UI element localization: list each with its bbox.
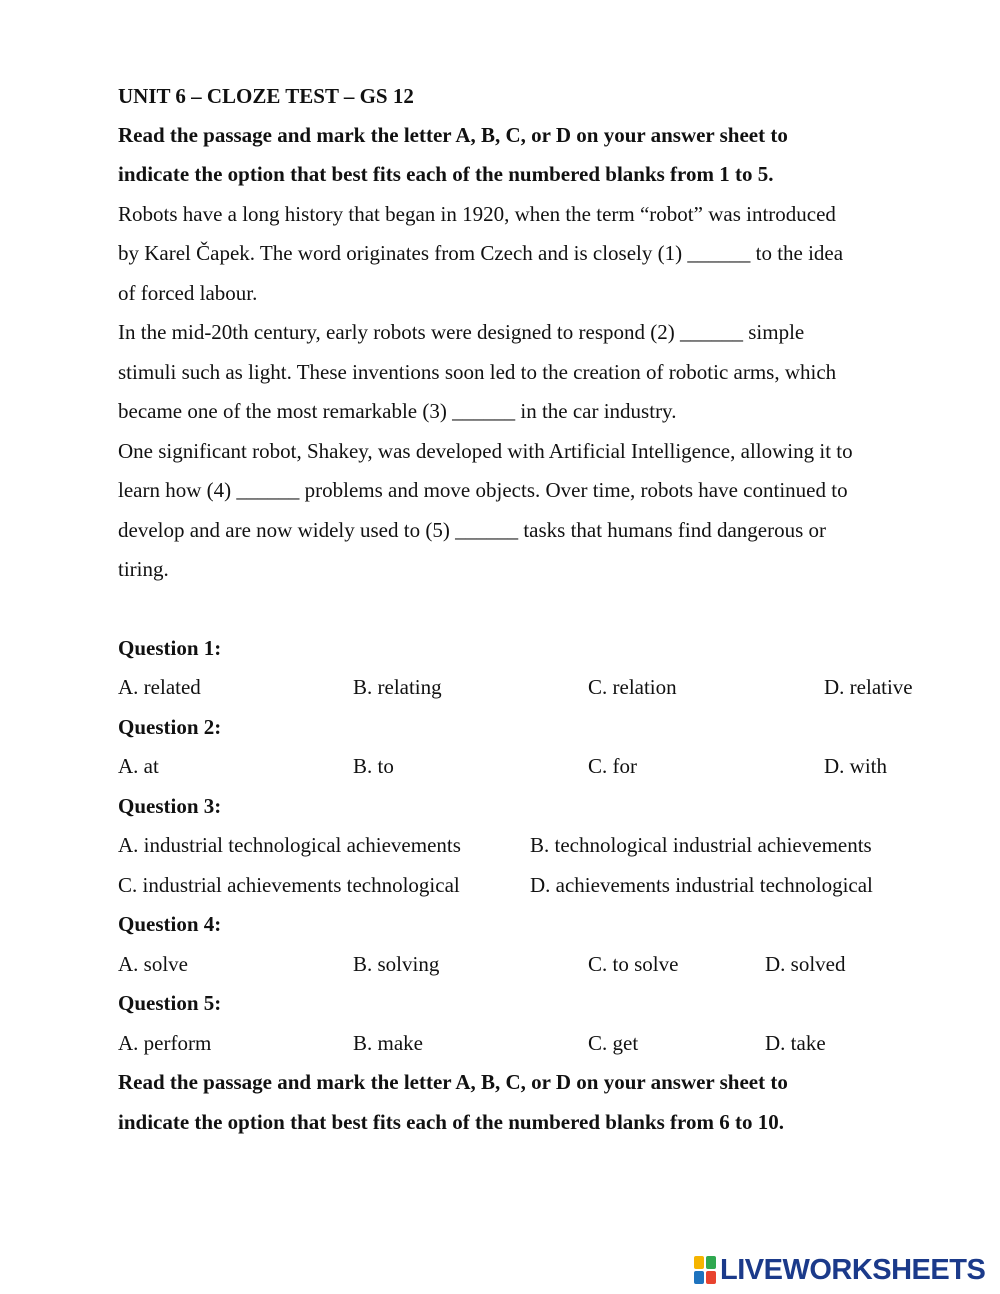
question-4-option-a[interactable]: A. solve bbox=[118, 952, 188, 976]
question-3-option-a[interactable]: A. industrial technological achievements bbox=[118, 833, 461, 857]
question-2-label: Question 2: bbox=[118, 715, 222, 739]
question-2-option-c[interactable]: C. for bbox=[588, 754, 637, 778]
question-5-option-c[interactable]: C. get bbox=[588, 1031, 639, 1055]
passage-line: Robots have a long history that began in 1920, when the term “robot” was introduced bbox=[118, 202, 836, 226]
instruction-line: indicate the option that best fits each of the numbered blanks from 1 to 5. bbox=[118, 162, 774, 186]
question-1-label: Question 1: bbox=[118, 636, 222, 660]
passage-line: stimuli such as light. These inventions soon led to the creation of robotic arms, which bbox=[118, 360, 837, 384]
liveworksheets-logo bbox=[694, 1254, 985, 1286]
instruction-line: Read the passage and mark the letter A, B, C, or D on your answer sheet to bbox=[118, 123, 788, 147]
logo-square bbox=[694, 1271, 704, 1284]
question-3-label: Question 3: bbox=[118, 794, 222, 818]
question-2-option-d[interactable]: D. with bbox=[824, 754, 887, 778]
instruction-line: indicate the option that best fits each of the numbered blanks from 6 to 10. bbox=[118, 1110, 784, 1134]
question-2-option-b[interactable]: B. to bbox=[353, 754, 394, 778]
question-1-option-b[interactable]: B. relating bbox=[353, 675, 442, 699]
question-4-option-b[interactable]: B. solving bbox=[353, 952, 440, 976]
logo-square bbox=[694, 1256, 704, 1269]
passage-line: tiring. bbox=[118, 557, 169, 581]
passage-line: In the mid-20th century, early robots were designed to respond (2) ______ simple bbox=[118, 320, 805, 344]
passage-line: of forced labour. bbox=[118, 281, 258, 305]
instruction-line: Read the passage and mark the letter A, B, C, or D on your answer sheet to bbox=[118, 1070, 788, 1094]
passage-line: learn how (4) ______ problems and move objects. Over time, robots have continued to bbox=[118, 478, 848, 502]
question-2-option-a[interactable]: A. at bbox=[118, 754, 159, 778]
liveworksheets-logo-text: LIVEWORKSHEETS bbox=[720, 1253, 986, 1286]
passage-line: became one of the most remarkable (3) ______ in the car industry. bbox=[118, 399, 677, 423]
question-5-option-b[interactable]: B. make bbox=[353, 1031, 423, 1055]
question-4-option-c[interactable]: C. to solve bbox=[588, 952, 679, 976]
worksheet-title: UNIT 6 – CLOZE TEST – GS 12 bbox=[118, 84, 414, 108]
passage-line: by Karel Čapek. The word originates from Czech and is closely (1) ______ to the idea bbox=[118, 241, 844, 265]
question-5-label: Question 5: bbox=[118, 991, 222, 1015]
question-1-option-a[interactable]: A. related bbox=[118, 675, 201, 699]
question-3-option-d[interactable]: D. achievements industrial technological bbox=[530, 873, 873, 897]
question-1-option-c[interactable]: C. relation bbox=[588, 675, 677, 699]
logo-square bbox=[706, 1271, 716, 1284]
logo-square bbox=[706, 1256, 716, 1269]
question-5-option-d[interactable]: D. take bbox=[765, 1031, 826, 1055]
passage-line: develop and are now widely used to (5) ______ tasks that humans find dangerous or bbox=[118, 518, 827, 542]
question-4-option-d[interactable]: D. solved bbox=[765, 952, 846, 976]
question-1-option-d[interactable]: D. relative bbox=[824, 675, 913, 699]
passage-line: One significant robot, Shakey, was developed with Artificial Intelligence, allowing it to bbox=[118, 439, 853, 463]
question-3-option-c[interactable]: C. industrial achievements technological bbox=[118, 873, 460, 897]
question-3-option-b[interactable]: B. technological industrial achievements bbox=[530, 833, 872, 857]
question-4-label: Question 4: bbox=[118, 912, 222, 936]
liveworksheets-logo-icon bbox=[694, 1256, 716, 1284]
question-5-option-a[interactable]: A. perform bbox=[118, 1031, 212, 1055]
